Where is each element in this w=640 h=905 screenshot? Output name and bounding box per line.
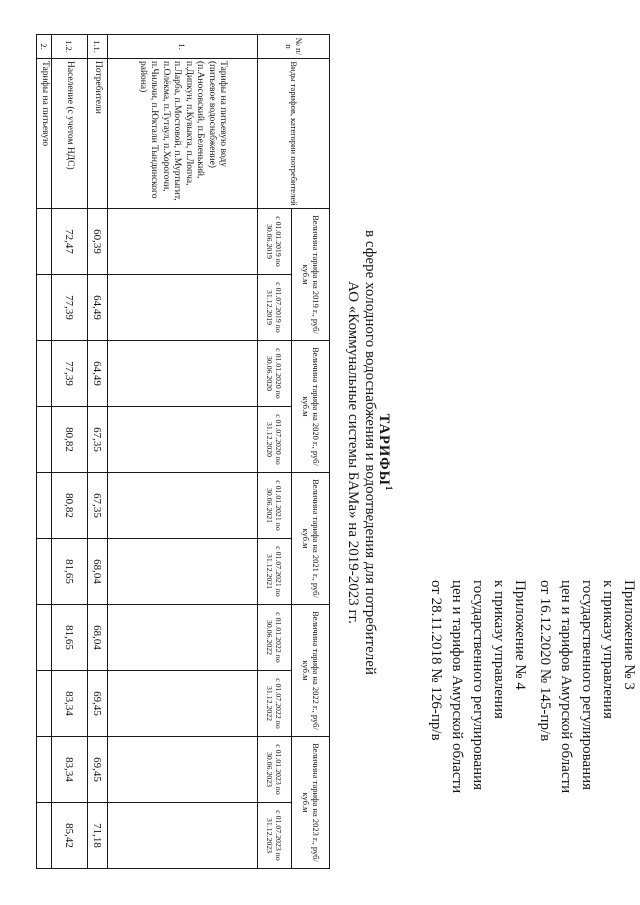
header-row-years	[292, 35, 330, 869]
table-row	[52, 35, 88, 869]
period-header: с 01.07.2021 по 31.12.2021	[258, 539, 292, 605]
table-cell-empty	[108, 539, 258, 605]
table-cell-empty	[108, 671, 258, 737]
table-cell-empty	[37, 407, 52, 473]
appendix-3-line: к приказу управления	[600, 580, 616, 719]
table-cell-empty	[37, 671, 52, 737]
tariff-value: 64,49	[88, 341, 108, 407]
tariff-value: 67,35	[88, 473, 108, 539]
tariff-value: 77,39	[52, 341, 88, 407]
col-header-year-2019: Величина тарифа на 2019 г., руб/куб.м	[292, 209, 330, 341]
tariff-value: 77,39	[52, 275, 88, 341]
period-header: с 01.01.2021 по 30.06.2021	[258, 473, 292, 539]
appendix-4-line: к приказу управления	[491, 580, 507, 719]
tariff-value: 80,82	[52, 473, 88, 539]
table-row	[88, 35, 108, 869]
appendix-4-block	[425, 580, 530, 880]
table-cell-empty	[108, 407, 258, 473]
table-cell-empty	[37, 209, 52, 275]
tariff-value: 81,65	[52, 605, 88, 671]
tariff-value: 80,82	[52, 407, 88, 473]
tariff-value: 85,42	[52, 803, 88, 869]
table-cell-empty	[108, 275, 258, 341]
row-number: 1.1.	[88, 35, 108, 59]
section-row-2	[37, 35, 52, 869]
appendix-3-line: от 16.12.2020 № 145-пр/в	[537, 580, 553, 742]
row-label: Население (с учетом НДС)	[52, 59, 88, 209]
subtitle-line: АО «Коммунальные системы БАМа» на 2019-2023 гг.	[345, 281, 361, 624]
table-cell-empty	[108, 737, 258, 803]
row-number: 1.2.	[52, 35, 88, 59]
appendix-4-line: Приложение № 4	[512, 580, 528, 690]
period-header: с 01.07.2022 по 31.12.2022	[258, 671, 292, 737]
tariff-value: 72,47	[52, 209, 88, 275]
tariff-table	[37, 34, 331, 869]
table-cell-empty	[108, 605, 258, 671]
appendix-3-block	[534, 580, 639, 880]
col-header-year-2020: Величина тарифа на 2020 г., руб/куб.м	[292, 341, 330, 473]
period-header: с 01.01.2019 по 30.06.2019	[258, 209, 292, 275]
appendix-3-line: Приложение № 3	[621, 580, 637, 690]
document-subtitle	[344, 0, 378, 905]
table-cell-empty	[37, 473, 52, 539]
appendix-4-line: от 28.11.2018 № 126-пр/в	[428, 580, 444, 741]
period-header: с 01.07.2019 по 31.12.2019	[258, 275, 292, 341]
section-label: Тарифы на питьевую	[37, 59, 52, 209]
table-cell-empty	[108, 803, 258, 869]
tariff-value: 68,04	[88, 605, 108, 671]
appendix-3-line: государственного регулирования	[579, 580, 595, 791]
tariff-value: 83,34	[52, 671, 88, 737]
table-cell-empty	[37, 275, 52, 341]
col-header-year-2022: Величина тарифа на 2022 г., руб/куб.м	[292, 605, 330, 737]
col-header-year-2021: Величина тарифа на 2021 г., руб/куб.м	[292, 473, 330, 605]
tariff-value: 69,45	[88, 671, 108, 737]
table-cell-empty	[37, 737, 52, 803]
table-cell-empty	[37, 803, 52, 869]
period-header: с 01.01.2022 по 30.06.2022	[258, 605, 292, 671]
appendix-4-line: цен и тарифов Амурской области	[449, 580, 465, 794]
tariff-value: 67,35	[88, 407, 108, 473]
tariff-value: 69,45	[88, 737, 108, 803]
appendix-3-line: цен и тарифов Амурской области	[558, 580, 574, 794]
table-cell-empty	[37, 539, 52, 605]
table-cell-empty	[108, 209, 258, 275]
tariff-value: 60,39	[88, 209, 108, 275]
tariff-value: 71,18	[88, 803, 108, 869]
col-header-year-2023: Величина тарифа на 2023 г., руб/куб.м	[292, 737, 330, 869]
period-header: с 01.01.2023 по 30.06.2023	[258, 737, 292, 803]
col-header-type: Виды тарифов, категории потребителей	[258, 59, 330, 209]
tariff-value: 64,49	[88, 275, 108, 341]
section-label: Тарифы на питьевую воду (питьевое водоснабжение) (п.Аносовский, п.Беленький, п.Дипкун, п.Кувыкта, п.Лопча, п.Ларба, п.Мостовой, п.Муртыгит, п.Олёкма, п.Тутаул, п.Хорогочи, п.Чильчи, п.Юктали Тындинского района)	[108, 59, 258, 209]
period-header: с 01.07.2023 по 31.12.2023	[258, 803, 292, 869]
tariff-value: 68,04	[88, 539, 108, 605]
section-row-drinking-water	[108, 35, 258, 869]
table-cell-empty	[37, 341, 52, 407]
col-header-number: № п/п	[258, 35, 330, 59]
title-footnote-mark: 1	[384, 485, 394, 492]
row-label: Потребители	[88, 59, 108, 209]
table-cell-empty	[108, 473, 258, 539]
period-header: с 01.01.2020 по 30.06.2020	[258, 341, 292, 407]
appendix-4-line: государственного регулирования	[470, 580, 486, 791]
subtitle-line: в сфере холодного водоснабжения и водоотведения для потребителей	[362, 230, 378, 675]
title-text: ТАРИФЫ	[376, 413, 393, 486]
table-cell-empty	[37, 605, 52, 671]
table-cell-empty	[108, 341, 258, 407]
row-number: 2.	[37, 35, 52, 59]
tariff-value: 81,65	[52, 539, 88, 605]
tariff-value: 83,34	[52, 737, 88, 803]
period-header: с 01.07.2020 по 31.12.2020	[258, 407, 292, 473]
row-number: 1.	[108, 35, 258, 59]
